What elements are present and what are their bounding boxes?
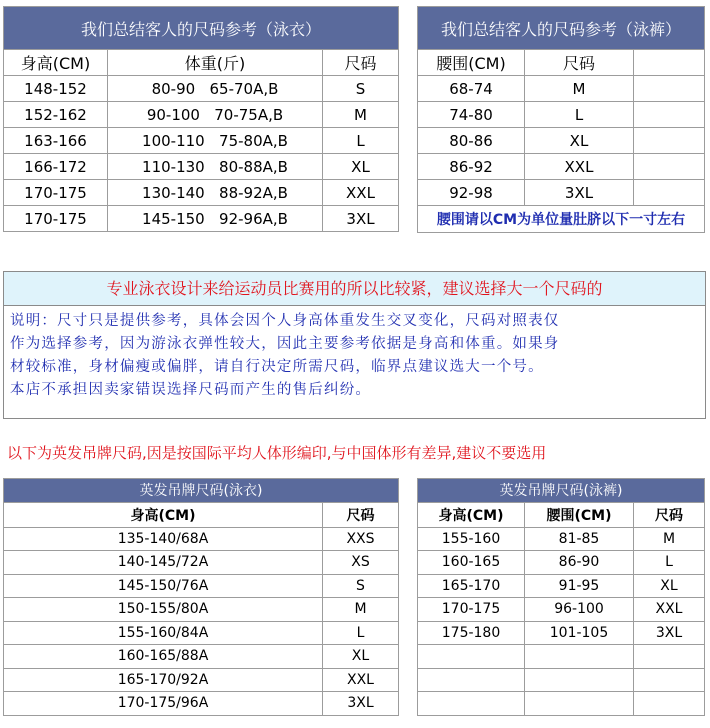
column-header: 尺码 [634,502,705,527]
table-cell: 86-92 [418,154,525,180]
tag-swimsuit-title: 英发吊牌尺码(泳衣) [4,479,399,503]
table-cell: S [323,76,399,102]
size-advice-headline: 专业泳衣设计来给运动员比赛用的所以比较紧，建议选择大一个尺码的 [4,272,705,306]
table-row [4,551,399,575]
table-cell: L [634,551,705,575]
trunks-reference-table-wrap [417,6,705,233]
table-cell [634,76,705,102]
table-cell: XL [525,128,634,154]
table-cell: 166-172 [4,154,108,180]
table-row [418,598,705,622]
table-cell [525,668,634,692]
table-cell: 160-165 [418,551,525,575]
swimsuit-reference-table [3,6,399,232]
size-advice-description [4,306,705,402]
table-cell: 160-165/88A [4,645,323,669]
table-cell: 165-170/92A [4,668,323,692]
column-header: 尺码 [323,50,399,76]
column-header: 腰围(CM) [418,50,525,76]
size-advice-banner [3,271,706,419]
table-cell: XXL [323,668,399,692]
table-header-row [418,502,705,527]
table-cell: 92-98 [418,180,525,206]
table-cell [525,645,634,669]
table-cell: XXL [323,180,399,206]
table-cell: XXS [323,527,399,551]
table-row [4,621,399,645]
table-cell: 3XL [525,180,634,206]
table-cell [634,102,705,128]
table-cell: S [323,574,399,598]
column-header: 体重(斤) [108,50,323,76]
table-cell: XL [323,645,399,669]
table-cell [418,668,525,692]
table-cell: XS [323,551,399,575]
table-cell: 86-90 [525,551,634,575]
table-cell [525,692,634,716]
swimsuit-reference-table-wrap [3,6,399,232]
trunks-reference-table [417,6,705,233]
table-cell [418,645,525,669]
table-row [418,527,705,551]
table-cell: 80-86 [418,128,525,154]
table-cell: 170-175/96A [4,692,323,716]
table-cell: 3XL [323,206,399,232]
table-row [4,206,399,232]
table-cell: 140-145/72A [4,551,323,575]
table-cell: 170-175 [4,206,108,232]
table-row [4,102,399,128]
table-row [4,645,399,669]
table-row [418,154,705,180]
tag-size-warning: 以下为英发吊牌尺码,因是按国际平均人体形编印,与中国体形有差异,建议不要选用 [7,444,547,462]
table-row [4,180,399,206]
column-header [634,50,705,76]
table-cell: 3XL [634,621,705,645]
table-cell: 91-95 [525,574,634,598]
table-row [4,527,399,551]
column-header: 腰围(CM) [525,502,634,527]
table-cell: 130-140 88-92A,B [108,180,323,206]
table-cell: 175-180 [418,621,525,645]
column-header: 尺码 [323,502,399,527]
table-cell: 3XL [323,692,399,716]
table-row [418,180,705,206]
table-cell: 155-160/84A [4,621,323,645]
swimsuit-reference-title: 我们总结客人的尺码参考（泳衣） [4,7,399,50]
column-header: 身高(CM) [418,502,525,527]
table-cell [634,645,705,669]
table-row [418,668,705,692]
table-cell: 80-90 65-70A,B [108,76,323,102]
waist-measure-note: 腰围请以CM为单位量肚脐以下一寸左右 [418,206,705,233]
table-cell: L [323,621,399,645]
tag-swimsuit-table [3,478,399,716]
table-cell [634,692,705,716]
table-cell: XL [634,574,705,598]
description-line: 本店不承担因卖家错误选择尺码而产生的售后纠纷。 [10,382,372,398]
table-cell [634,128,705,154]
table-row [418,551,705,575]
table-row [4,668,399,692]
table-row [418,645,705,669]
column-header: 尺码 [525,50,634,76]
table-cell: XXL [525,154,634,180]
table-cell [418,692,525,716]
table-cell: M [634,527,705,551]
table-header-row [4,502,399,527]
table-cell: M [323,598,399,622]
table-cell: 170-175 [4,180,108,206]
table-cell: 100-110 75-80A,B [108,128,323,154]
table-row [418,574,705,598]
tag-trunks-title: 英发吊牌尺码(泳裤) [418,479,705,503]
table-cell [634,180,705,206]
table-cell: 110-130 80-88A,B [108,154,323,180]
table-cell: M [525,76,634,102]
table-row [418,692,705,716]
table-row [418,102,705,128]
table-cell: 170-175 [418,598,525,622]
table-cell: XXL [634,598,705,622]
table-cell: 163-166 [4,128,108,154]
table-cell: 145-150 92-96A,B [108,206,323,232]
table-cell: 148-152 [4,76,108,102]
table-cell: 165-170 [418,574,525,598]
table-cell: 155-160 [418,527,525,551]
table-cell [634,668,705,692]
table-cell: L [323,128,399,154]
table-row [4,154,399,180]
table-cell: 96-100 [525,598,634,622]
column-header: 身高(CM) [4,50,108,76]
tag-trunks-table [417,478,705,716]
table-cell: M [323,102,399,128]
trunks-reference-title: 我们总结客人的尺码参考（泳裤） [418,7,705,50]
table-cell: 90-100 70-75A,B [108,102,323,128]
table-row [418,76,705,102]
table-cell: XL [323,154,399,180]
description-line: 材较标准，身材偏瘦或偏胖，请自行决定所需尺码，临界点建议选大一个号。 [10,359,544,375]
table-cell: 150-155/80A [4,598,323,622]
table-cell: 68-74 [418,76,525,102]
table-cell [634,154,705,180]
description-line: 作为选择参考，因为游泳衣弹性较大，因此主要参考依据是身高和体重。如果身 [10,336,560,352]
table-cell: 145-150/76A [4,574,323,598]
table-row [418,621,705,645]
column-header: 身高(CM) [4,502,323,527]
table-row [418,128,705,154]
tag-swimsuit-table-wrap [3,478,399,716]
table-cell: 74-80 [418,102,525,128]
tag-trunks-table-wrap [417,478,705,716]
table-cell: 81-85 [525,527,634,551]
table-header-row [4,50,399,76]
table-row [4,128,399,154]
table-cell: 101-105 [525,621,634,645]
table-cell: L [525,102,634,128]
description-line: 说明：尺寸只是提供参考，具体会因个人身高体重发生交叉变化，尺码对照表仅 [10,313,560,329]
table-row [4,692,399,716]
table-cell: 135-140/68A [4,527,323,551]
table-header-row [418,50,705,76]
table-row [4,574,399,598]
table-row [4,76,399,102]
table-row [4,598,399,622]
table-cell: 152-162 [4,102,108,128]
